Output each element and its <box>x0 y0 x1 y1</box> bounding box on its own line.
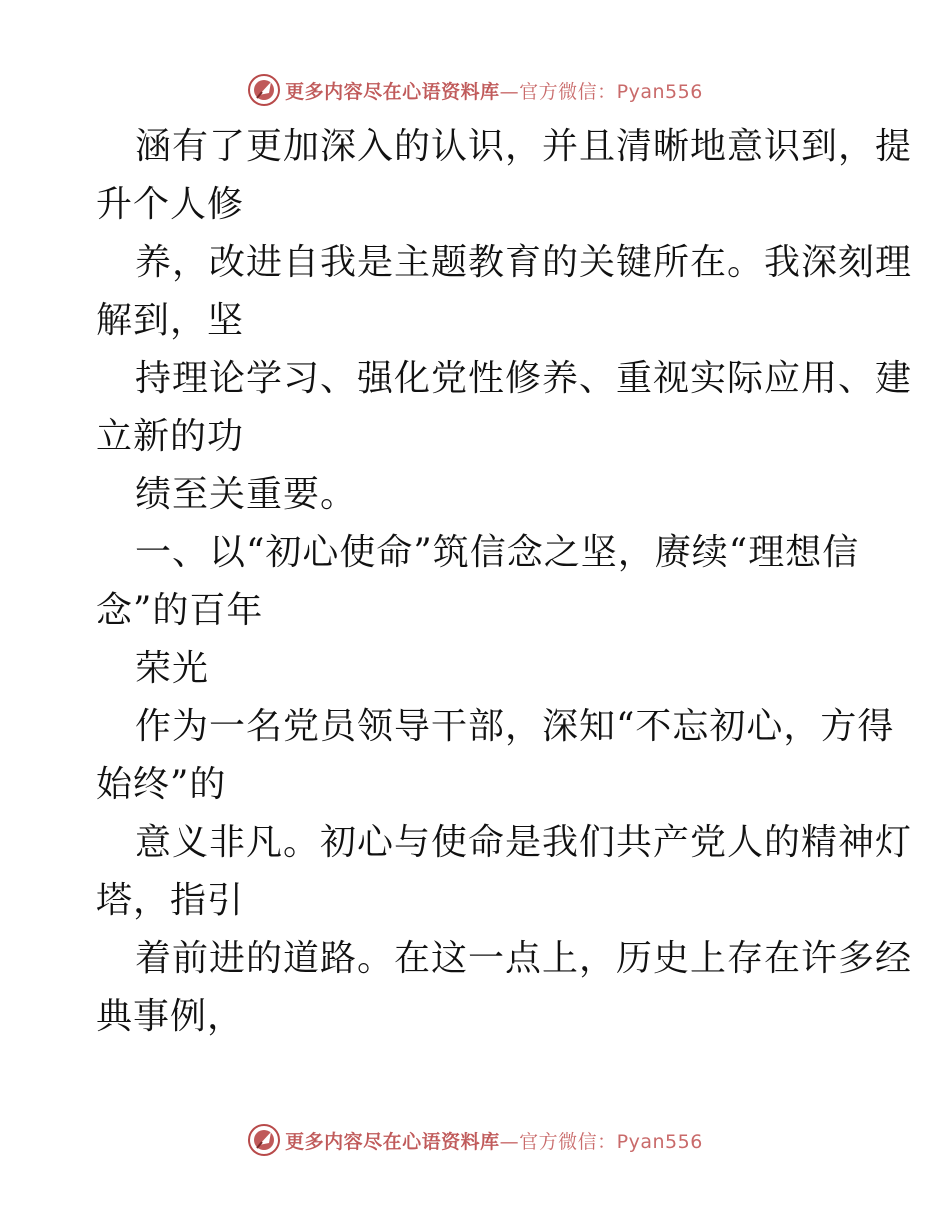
body-line: 升个人修 <box>96 184 245 225</box>
footer-text <box>285 1127 703 1154</box>
footer-brand: 更多内容尽在心语资料库 <box>285 1130 500 1153</box>
body-line: 意义非凡。初心与使命是我们共产党人的精神灯 <box>135 822 913 863</box>
section-heading-line: 荣光 <box>135 648 210 689</box>
body-line: 典事例， <box>96 996 245 1037</box>
quill-logo-icon <box>247 73 281 107</box>
header-contact: 官方微信：Pyan556 <box>519 80 703 103</box>
body-line: 持理论学习、强化党性修养、重视实际应用、建 <box>135 358 913 399</box>
header-brand: 更多内容尽在心语资料库 <box>285 80 500 103</box>
quill-logo-icon <box>247 1123 281 1157</box>
body-line: 始终”的 <box>96 764 227 805</box>
body-line: 塔，指引 <box>96 880 245 921</box>
body-line: 涵有了更加深入的认识，并且清晰地意识到，提 <box>135 126 913 167</box>
footer-separator: — <box>499 1130 520 1153</box>
body-line: 立新的功 <box>96 416 245 457</box>
section-heading-line: 一、以“初心使命”筑信念之坚，赓续“理想信 <box>135 532 860 573</box>
section-heading-line: 念”的百年 <box>96 590 264 631</box>
body-line: 作为一名党员领导干部，深知“不忘初心，方得 <box>135 706 895 747</box>
body-line: 绩至关重要。 <box>135 474 358 515</box>
body-line: 着前进的道路。在这一点上，历史上存在许多经 <box>135 938 913 979</box>
body-line: 解到，坚 <box>96 300 245 341</box>
header-separator: — <box>499 80 520 103</box>
document-body <box>96 118 913 1046</box>
footer-banner <box>0 1122 950 1158</box>
header-banner <box>0 72 950 108</box>
header-text <box>285 77 703 104</box>
footer-contact: 官方微信：Pyan556 <box>519 1130 703 1153</box>
body-line: 养，改进自我是主题教育的关键所在。我深刻理 <box>135 242 913 283</box>
